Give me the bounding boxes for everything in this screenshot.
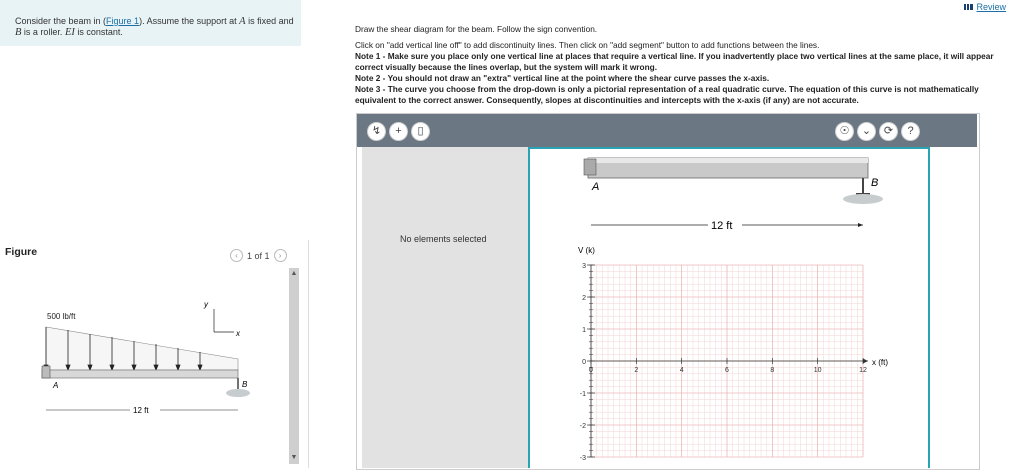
selection-status: No elements selected	[400, 234, 487, 244]
x-axis-label: x (ft)	[872, 358, 888, 367]
y-tick-label: -2	[579, 423, 586, 430]
instruction-note3: Note 3 - The curve you choose from the drop-down is only a pictorial representation of a real quadratic curve. The equation of this curve is not mathematically equivalent to the correct answer. Consequently, slopes at discontinuities and intercepts with the x-axis (if any) are not accurate.	[355, 84, 979, 105]
axis-y-label: y	[204, 300, 208, 309]
canvas-span-label: 12 ft	[711, 220, 733, 232]
prev-figure-button[interactable]: ‹	[230, 249, 243, 262]
add-vertical-line-icon[interactable]: ↯	[367, 122, 386, 141]
problem-statement: Consider the beam in (Figure 1). Assume the support at A is fixed and B is a roller. EI is constant.	[15, 16, 294, 38]
canvas-beam-highlight	[588, 158, 868, 163]
instruction-intro: Draw the shear diagram for the beam. Follow the sign convention.	[355, 24, 598, 34]
axis-x-label: x	[236, 329, 240, 338]
instruction-line1: Click on "add vertical line off" to add discontinuity lines. Then click on "add segment" button to add functions between the lines.	[355, 40, 820, 50]
x-axis-arrowhead	[863, 359, 868, 364]
y-tick-label: -1	[579, 391, 586, 398]
distributed-load-area	[46, 327, 238, 370]
panel-divider	[308, 240, 309, 468]
x-tick-label: 0	[589, 367, 593, 374]
chart-axes	[591, 265, 868, 457]
x-tick-label: 12	[859, 367, 867, 374]
add-segment-icon[interactable]: +	[389, 122, 408, 141]
hint-icon[interactable]: ☉	[835, 122, 854, 141]
next-figure-button[interactable]: ›	[274, 249, 287, 262]
beam	[42, 370, 238, 378]
y-tick-label: -3	[579, 455, 586, 462]
canvas-svg[interactable]	[530, 149, 928, 470]
ground-b	[226, 389, 250, 397]
reset-icon[interactable]: ⟳	[879, 122, 898, 141]
delete-icon[interactable]: ▯	[411, 122, 430, 141]
y-tick-label: 3	[582, 263, 586, 270]
figure-scrollbar[interactable]	[289, 268, 299, 464]
x-tick-label: 2	[634, 367, 639, 374]
fixed-support-a	[42, 366, 50, 378]
figure-heading: Figure	[5, 246, 38, 258]
figure-pager	[230, 249, 287, 262]
canvas-ground-b	[843, 194, 883, 204]
x-tick-label: 8	[770, 367, 775, 374]
canvas-span-arrow	[858, 223, 863, 227]
span-label: 12 ft	[133, 406, 149, 415]
y-tick-label: 1	[582, 327, 586, 334]
beam-figure	[38, 292, 288, 422]
chart-ticks	[580, 263, 867, 462]
scroll-up-icon[interactable]: ▲	[290, 270, 298, 277]
support-a-label: A	[53, 381, 59, 390]
canvas-fixed-support-a	[584, 159, 596, 175]
instructions	[355, 24, 1015, 106]
tool-toolbar	[357, 114, 977, 147]
x-tick-label: 6	[725, 367, 729, 374]
figure-link[interactable]: Figure 1	[106, 16, 140, 26]
y-tick-label: 0	[582, 359, 586, 366]
pager-text: 1 of 1	[247, 250, 270, 261]
drawing-canvas[interactable]	[528, 147, 930, 468]
x-tick-label: 4	[679, 367, 684, 374]
instruction-note1: Note 1 - Make sure you place only one vertical line at places that require a vertical line. If you inadvertently place two vertical lines at the same place, it will appear correct visually because the lines overlap, but the system will mark it wrong.	[355, 51, 994, 72]
help-icon[interactable]: ?	[901, 122, 920, 141]
instruction-note2: Note 2 - You should not draw an "extra" vertical line at the point where the shear curve passes the x-axis.	[355, 73, 770, 83]
support-b-label: B	[242, 380, 248, 389]
canvas-support-a-label: A	[592, 181, 600, 193]
x-tick-label: 10	[813, 367, 822, 374]
y-axis-label: V (k)	[578, 246, 595, 255]
dropdown-icon[interactable]: ⌄	[857, 122, 876, 141]
review-icon	[964, 4, 973, 10]
scroll-down-icon[interactable]: ▼	[290, 454, 298, 461]
tool-side-panel	[362, 147, 528, 468]
y-tick-label: 2	[582, 295, 586, 302]
canvas-support-b-label: B	[871, 177, 879, 189]
review-link[interactable]: Review	[964, 2, 1006, 12]
load-label: 500 lb/ft	[47, 312, 76, 321]
